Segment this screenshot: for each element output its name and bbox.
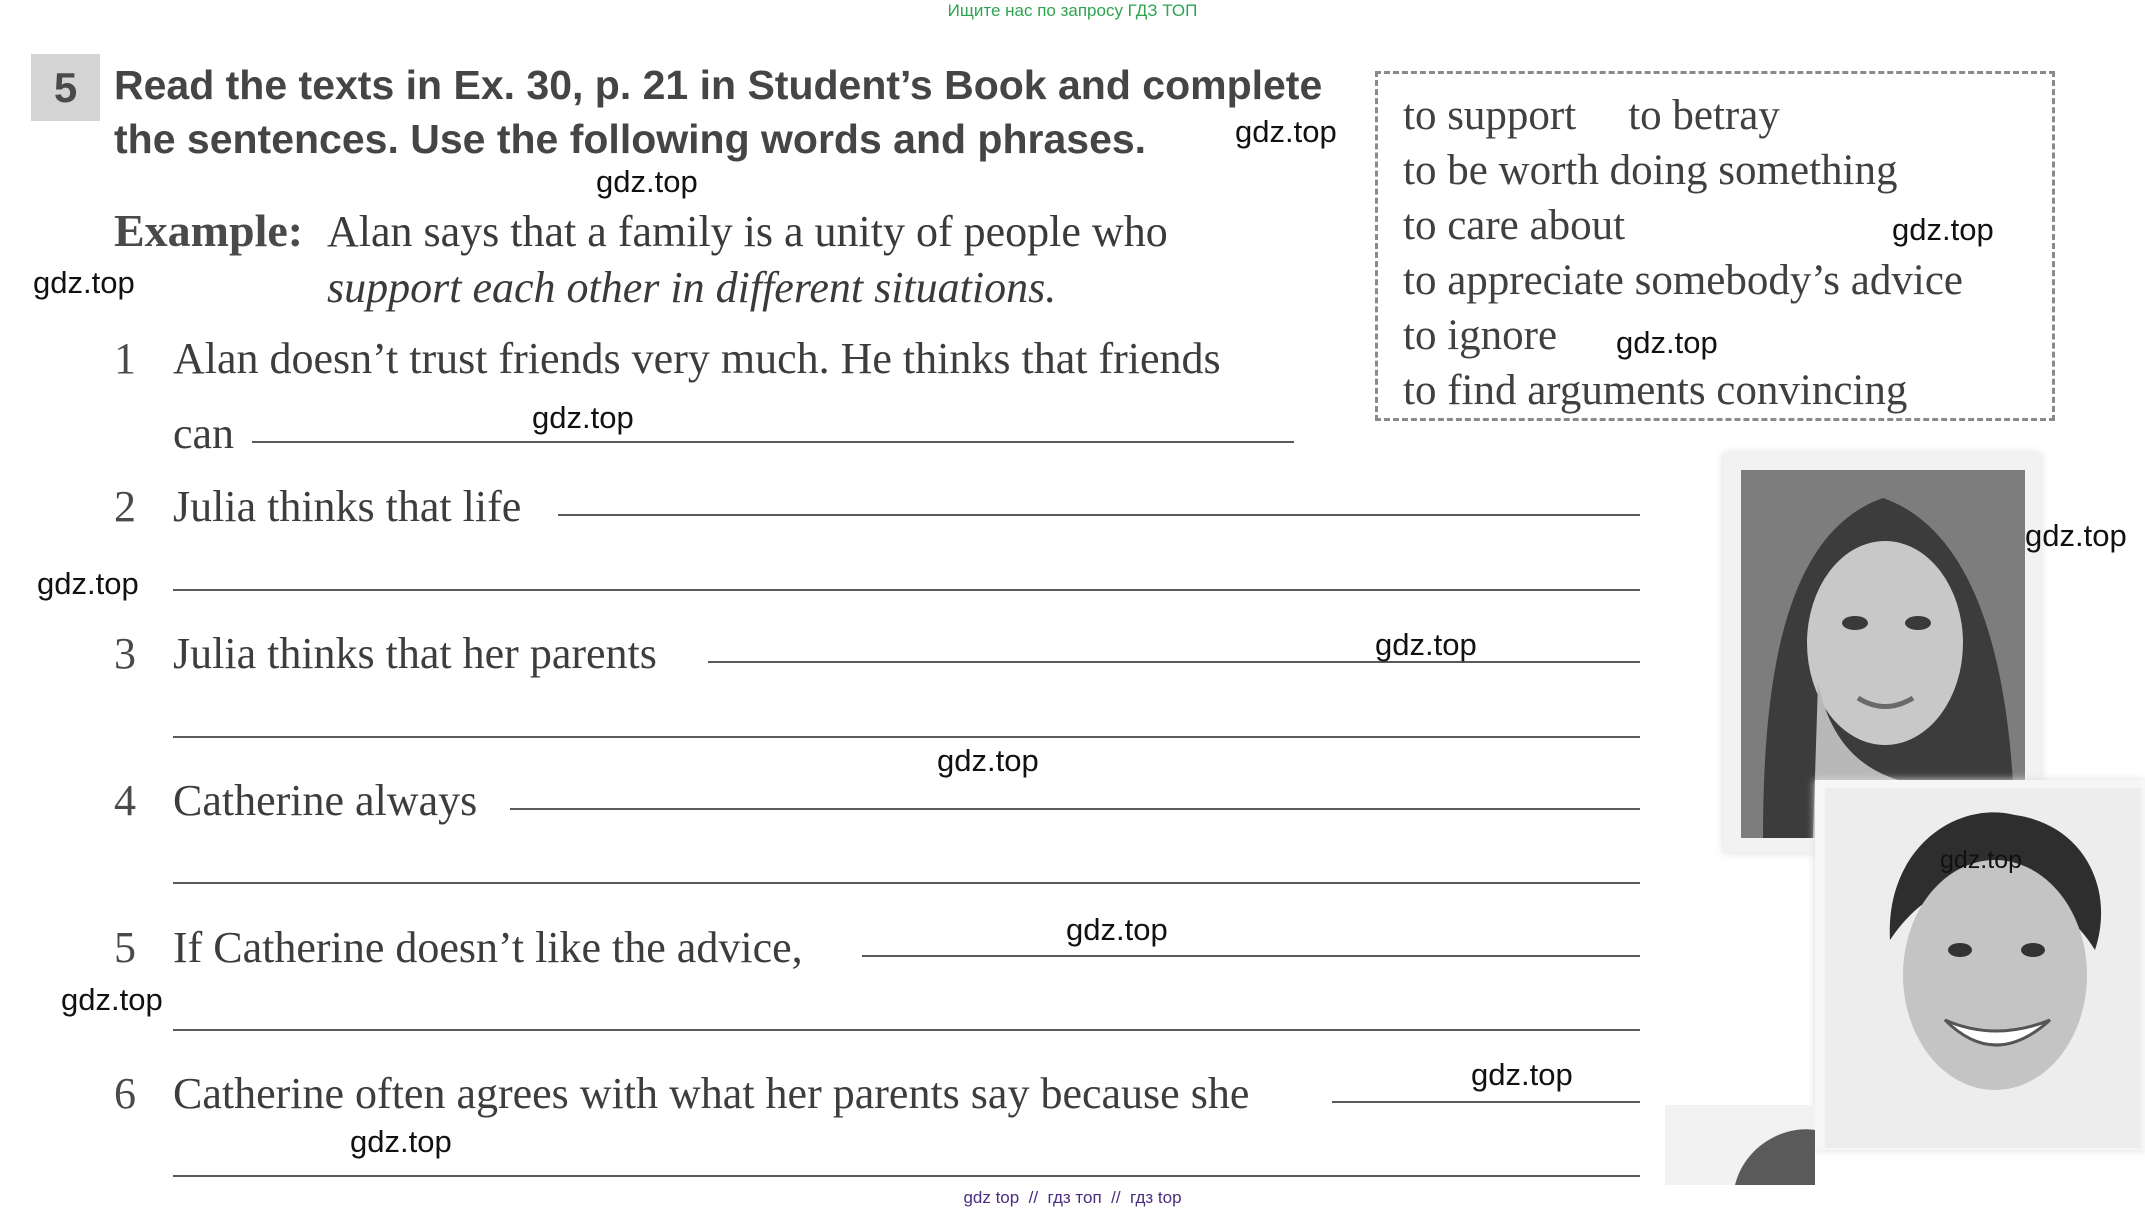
watermark: gdz.top	[1066, 912, 1168, 947]
answer-line[interactable]	[510, 808, 1640, 810]
watermark: gdz.top	[1616, 325, 1718, 360]
sentence-number: 3	[114, 629, 136, 678]
word-item: to find arguments convincing	[1403, 367, 1908, 414]
sentence-text: If Catherine doesn’t like the advice,	[173, 923, 803, 972]
answer-line[interactable]	[558, 514, 1640, 516]
watermark: gdz.top	[1471, 1057, 1573, 1092]
answer-line[interactable]	[173, 1029, 1640, 1031]
word-item: to ignore	[1403, 312, 1558, 359]
watermark: gdz.top	[532, 400, 634, 435]
watermark: gdz.top	[1235, 114, 1337, 149]
top-note: Ищите нас по запросу ГДЗ ТОП	[947, 1, 1198, 20]
word-item: to be worth doing something	[1403, 147, 1898, 194]
example-text	[327, 204, 1168, 316]
exercise-instruction	[114, 58, 1344, 166]
answer-line[interactable]	[173, 736, 1640, 738]
sentence-text: Catherine often agrees with what her parents say because she	[173, 1069, 1250, 1118]
watermark: gdz.top	[33, 265, 135, 300]
answer-line[interactable]	[862, 955, 1640, 957]
sentence-text: Catherine always	[173, 776, 478, 825]
boy-photo	[1815, 780, 2145, 1150]
example-label: Example:	[114, 205, 304, 256]
instruction-line-2: the sentences. Use the following words and phrases.	[114, 116, 1147, 162]
sentence-number: 5	[114, 923, 136, 972]
instruction-line-1: Read the texts in Ex. 30, p. 21 in Student’s Book and complete	[114, 62, 1323, 108]
sentence-text: can	[173, 409, 235, 458]
sentence-text: Julia thinks that her parents	[173, 629, 657, 678]
watermark: gdz.top	[2025, 518, 2127, 553]
sentence-text: Alan doesn’t trust friends very much. He thinks that friends	[173, 334, 1221, 383]
watermark: gdz.top	[61, 982, 163, 1017]
answer-line[interactable]	[173, 1175, 1640, 1177]
sentence-number: 1	[114, 334, 136, 383]
sentence-number: 4	[114, 776, 136, 825]
answer-line[interactable]	[1332, 1101, 1640, 1103]
answer-line[interactable]	[708, 661, 1640, 663]
word-item: to support	[1403, 92, 1577, 139]
watermark: gdz.top	[1375, 627, 1477, 662]
watermark: gdz.top	[937, 743, 1039, 778]
watermark: gdz.top	[1892, 212, 1994, 247]
watermark: gdz.top	[37, 566, 139, 601]
footer-note: gdz top // гдз топ // гдз top	[963, 1188, 1182, 1207]
word-item: to care about	[1403, 202, 1626, 249]
word-item: to betray	[1628, 92, 1780, 139]
watermark: gdz.top	[350, 1124, 452, 1159]
answer-line[interactable]	[173, 882, 1640, 884]
sentence-number: 2	[114, 482, 136, 531]
answer-line[interactable]	[252, 441, 1294, 443]
example-line-2: support each other in different situations.	[327, 263, 1057, 312]
watermark: gdz.top	[596, 164, 698, 199]
sentence-number: 6	[114, 1069, 136, 1118]
example-line-1: Alan says that a family is a unity of people who	[327, 207, 1168, 256]
watermark: gdz.top	[1940, 846, 2023, 874]
third-photo-edge	[1665, 1105, 1815, 1185]
exercise-number: 5	[31, 54, 100, 121]
word-item: to appreciate somebody’s advice	[1403, 257, 1963, 304]
sentence-text: Julia thinks that life	[173, 482, 522, 531]
answer-line[interactable]	[173, 589, 1640, 591]
